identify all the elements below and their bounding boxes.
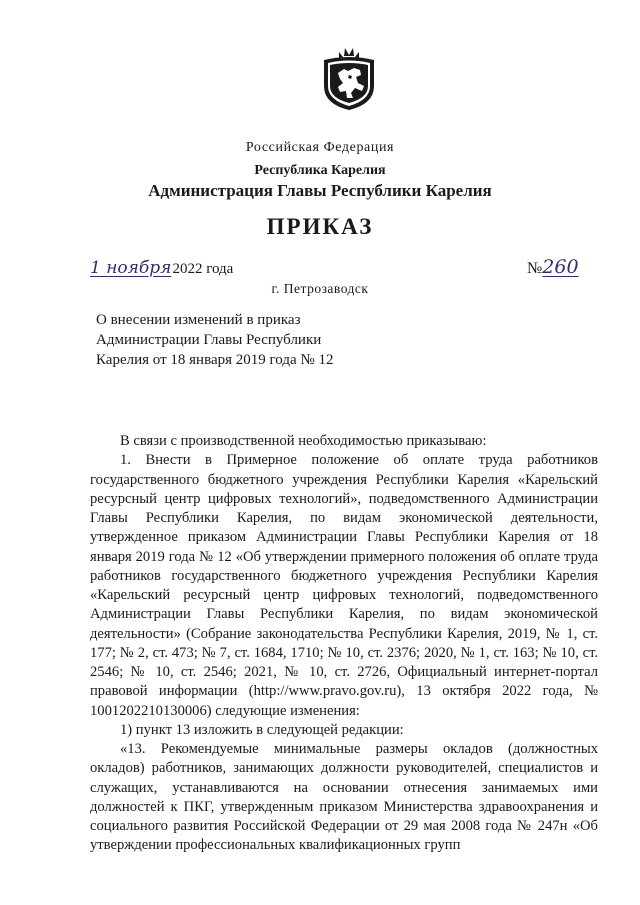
- order-date: [90, 258, 233, 278]
- order-number: [527, 256, 579, 278]
- body-subitem-1: 1) пункт 13 изложить в следующей редакции:: [120, 721, 404, 738]
- handwritten-number: 260: [542, 256, 579, 278]
- body-item-1: 1. Внести в Примерное положение об оплате труда работников государственного бюджетного учреждения Республики Карелия «Карельский ресурсный центр цифровых технологий», подведомственного Администрации Главы Республики Карелия, по видам экономической деятельности, утвержденное приказом Администрации Главы Республики Карелия от 18 января 2019 года № 12 «Об утверждении примерного положения об оплате труда работников государственного бюджетного учреждения Республики Карелия «Карельский ресурсный центр цифровых технологий, подведомственного Администрации Главы Республики Карелия, по видам экономической деятельности» (Собрание законодательства Республики Карелия, 2019, № 1, ст. 177; № 2, ст. 473; № 7, ст. 1684, 1710; № 10, ст. 2376; 2020, № 1, ст. 163; № 10, ст. 2546; № 10, ст. 2546; 2021, № 10, ст. 2726, Официальный интернет-портал правовой информации (http://www.pravo.gov.ru), 13 октября 2022 года, № 1001202210130006) следующие изменения:: [90, 452, 598, 719]
- order-body: [90, 432, 598, 856]
- administration-title: Администрация Главы Республики Карелия: [148, 181, 492, 200]
- handwritten-date: 1 ноября: [90, 258, 172, 278]
- subject-line: Администрации Главы Республики: [96, 332, 322, 348]
- date-year: 2022 года: [172, 261, 234, 277]
- subject-line: О внесении изменений в приказ: [96, 312, 301, 328]
- body-quote: «13. Рекомендуемые минимальные размеры окладов (должностных окладов) работников, занимающих должности руководителей, специалистов и служащих, устанавливаются на основании отнесения занимаемых ими должностей к ПКГ, утвержденным приказом Министерства здравоохранения и социального развития Российской Федерации от 29 мая 2008 года № 247н «Об утверждении профессиональных квалификационных групп: [90, 741, 598, 854]
- body-intro: В связи с производственной необходимостью приказываю:: [120, 433, 487, 449]
- document-type-title: ПРИКАЗ: [266, 214, 374, 239]
- karelia-coat-of-arms-icon: [318, 46, 380, 112]
- subject-line: Карелия от 18 января 2019 года № 12: [96, 352, 334, 368]
- republic-title: Республика Карелия: [254, 163, 386, 178]
- city-line: г. Петрозаводск: [271, 281, 369, 296]
- order-subject: [96, 310, 333, 370]
- number-sign: №: [527, 260, 543, 277]
- federation-title: Российская Федерация: [245, 140, 395, 155]
